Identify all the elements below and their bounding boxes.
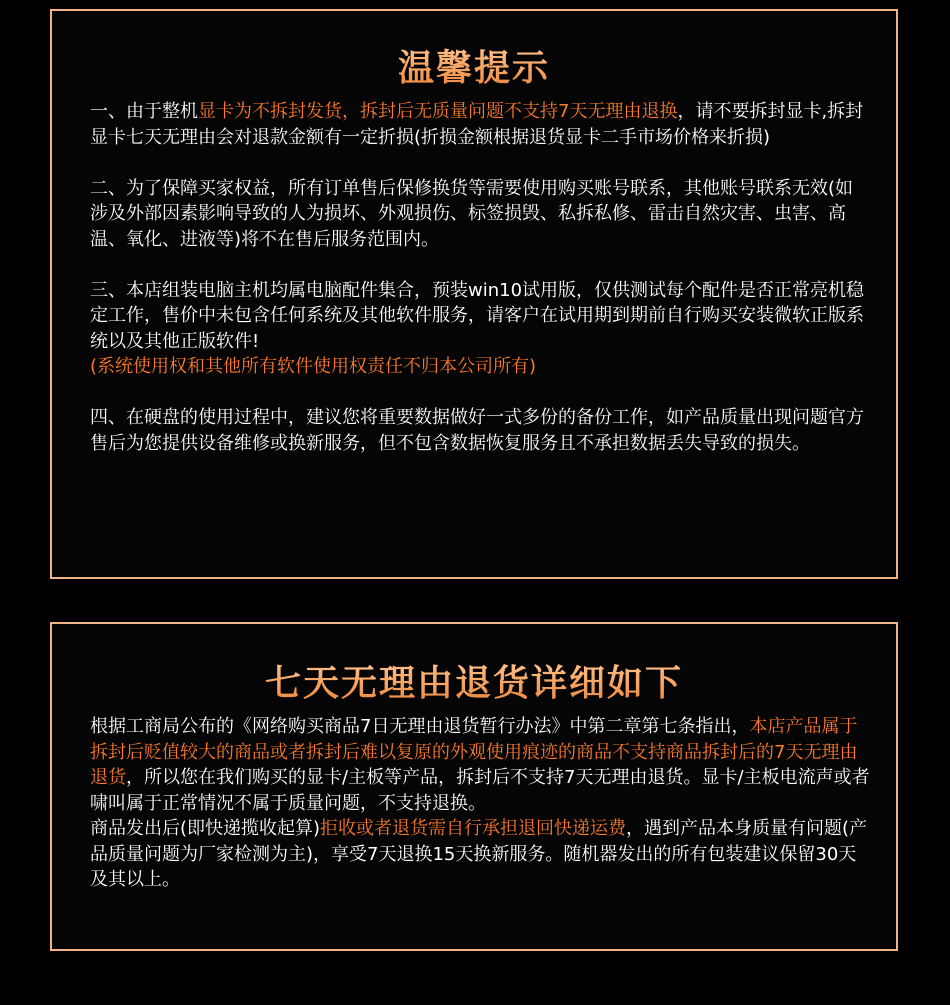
returns-body xyxy=(90,714,870,893)
returns-title: 七天无理由退货详细如下 xyxy=(52,662,896,706)
returns-p1-highlight: 本店产品属于拆封后贬值较大的商品或者拆封后难以复原的外观使用痕迹的商品不支持商品拆封后的7天无理由退货 xyxy=(90,716,858,788)
paragraph-spacer xyxy=(90,150,870,176)
returns-p2-highlight: 拒收或者退货需自行承担退回快递运费 xyxy=(320,818,627,839)
returns-p2-text-a: 商品发出后(即快递揽收起算) xyxy=(90,818,321,839)
returns-p2-text-c: ，遇到产品本身质量有问题(产品质量问题为厂家检测为主)，享受7天退换15天换新服务。随机器发出的所有包装建议保留30天及其以上。 xyxy=(90,818,868,890)
returns-p1-text-c: ，所以您在我们购买的显卡/主板等产品，拆封后不支持7天无理由退货。显卡/主板电流声或者啸叫属于正常情况不属于质量问题，不支持退换。 xyxy=(90,767,870,814)
notice-paragraph-3 xyxy=(90,278,870,380)
notice-paragraph-2: 二、为了保障买家权益，所有订单售后保修换货等需要使用购买账号联系，其他账号联系无效(如涉及外部因素影响导致的人为损坏、外观损伤、标签损毁、私拆私修、雷击自然灾害、虫害、高温、氧化、进液等)将不在售后服务范围内。 xyxy=(90,177,854,250)
returns-p1-text-a: 根据工商局公布的《网络购买商品7日无理由退货暂行办法》中第二章第七条指出， xyxy=(90,716,750,737)
notice-paragraph-4: 四、在硬盘的使用过程中，建议您将重要数据做好一式多份的备份工作，如产品质量出现问题官方售后为您提供设备维修或换新服务，但不包含数据恢复服务且不承担数据丢失导致的损失。 xyxy=(90,407,864,454)
notice-p1-text-a: 一、由于整机 xyxy=(90,101,198,122)
notice-paragraph-1 xyxy=(90,99,870,150)
notice-body xyxy=(90,99,870,456)
notice-title: 温馨提示 xyxy=(52,47,896,91)
notice-p3-disclaimer: (系统使用权和其他所有软件使用权责任不归本公司所有) xyxy=(90,356,537,377)
notice-p3-text-b: 统以及其他正版软件! xyxy=(90,330,260,352)
notice-panel xyxy=(50,9,898,579)
returns-paragraph-1 xyxy=(90,714,870,816)
paragraph-spacer xyxy=(90,252,870,278)
notice-p1-highlight: 显卡为不拆封发货，拆封后无质量问题不支持7天无理由退换 xyxy=(198,101,678,122)
returns-panel xyxy=(50,622,898,951)
returns-paragraph-2 xyxy=(90,816,870,893)
notice-p1-text-c: ，请不要拆封显卡,拆封显卡七天无理由会对退款金额有一定折损(折损金额根据退货显卡二手市场价格来折损) xyxy=(90,101,864,148)
paragraph-spacer xyxy=(90,380,870,406)
notice-p3-text-a: 三、本店组装电脑主机均属电脑配件集合，预装win10试用版，仅供测试每个配件是否正常亮机稳定工作，售价中未包含任何系统及其他软件服务，请客户在试用期到期前自行购买安装微软正版系 xyxy=(90,279,865,326)
